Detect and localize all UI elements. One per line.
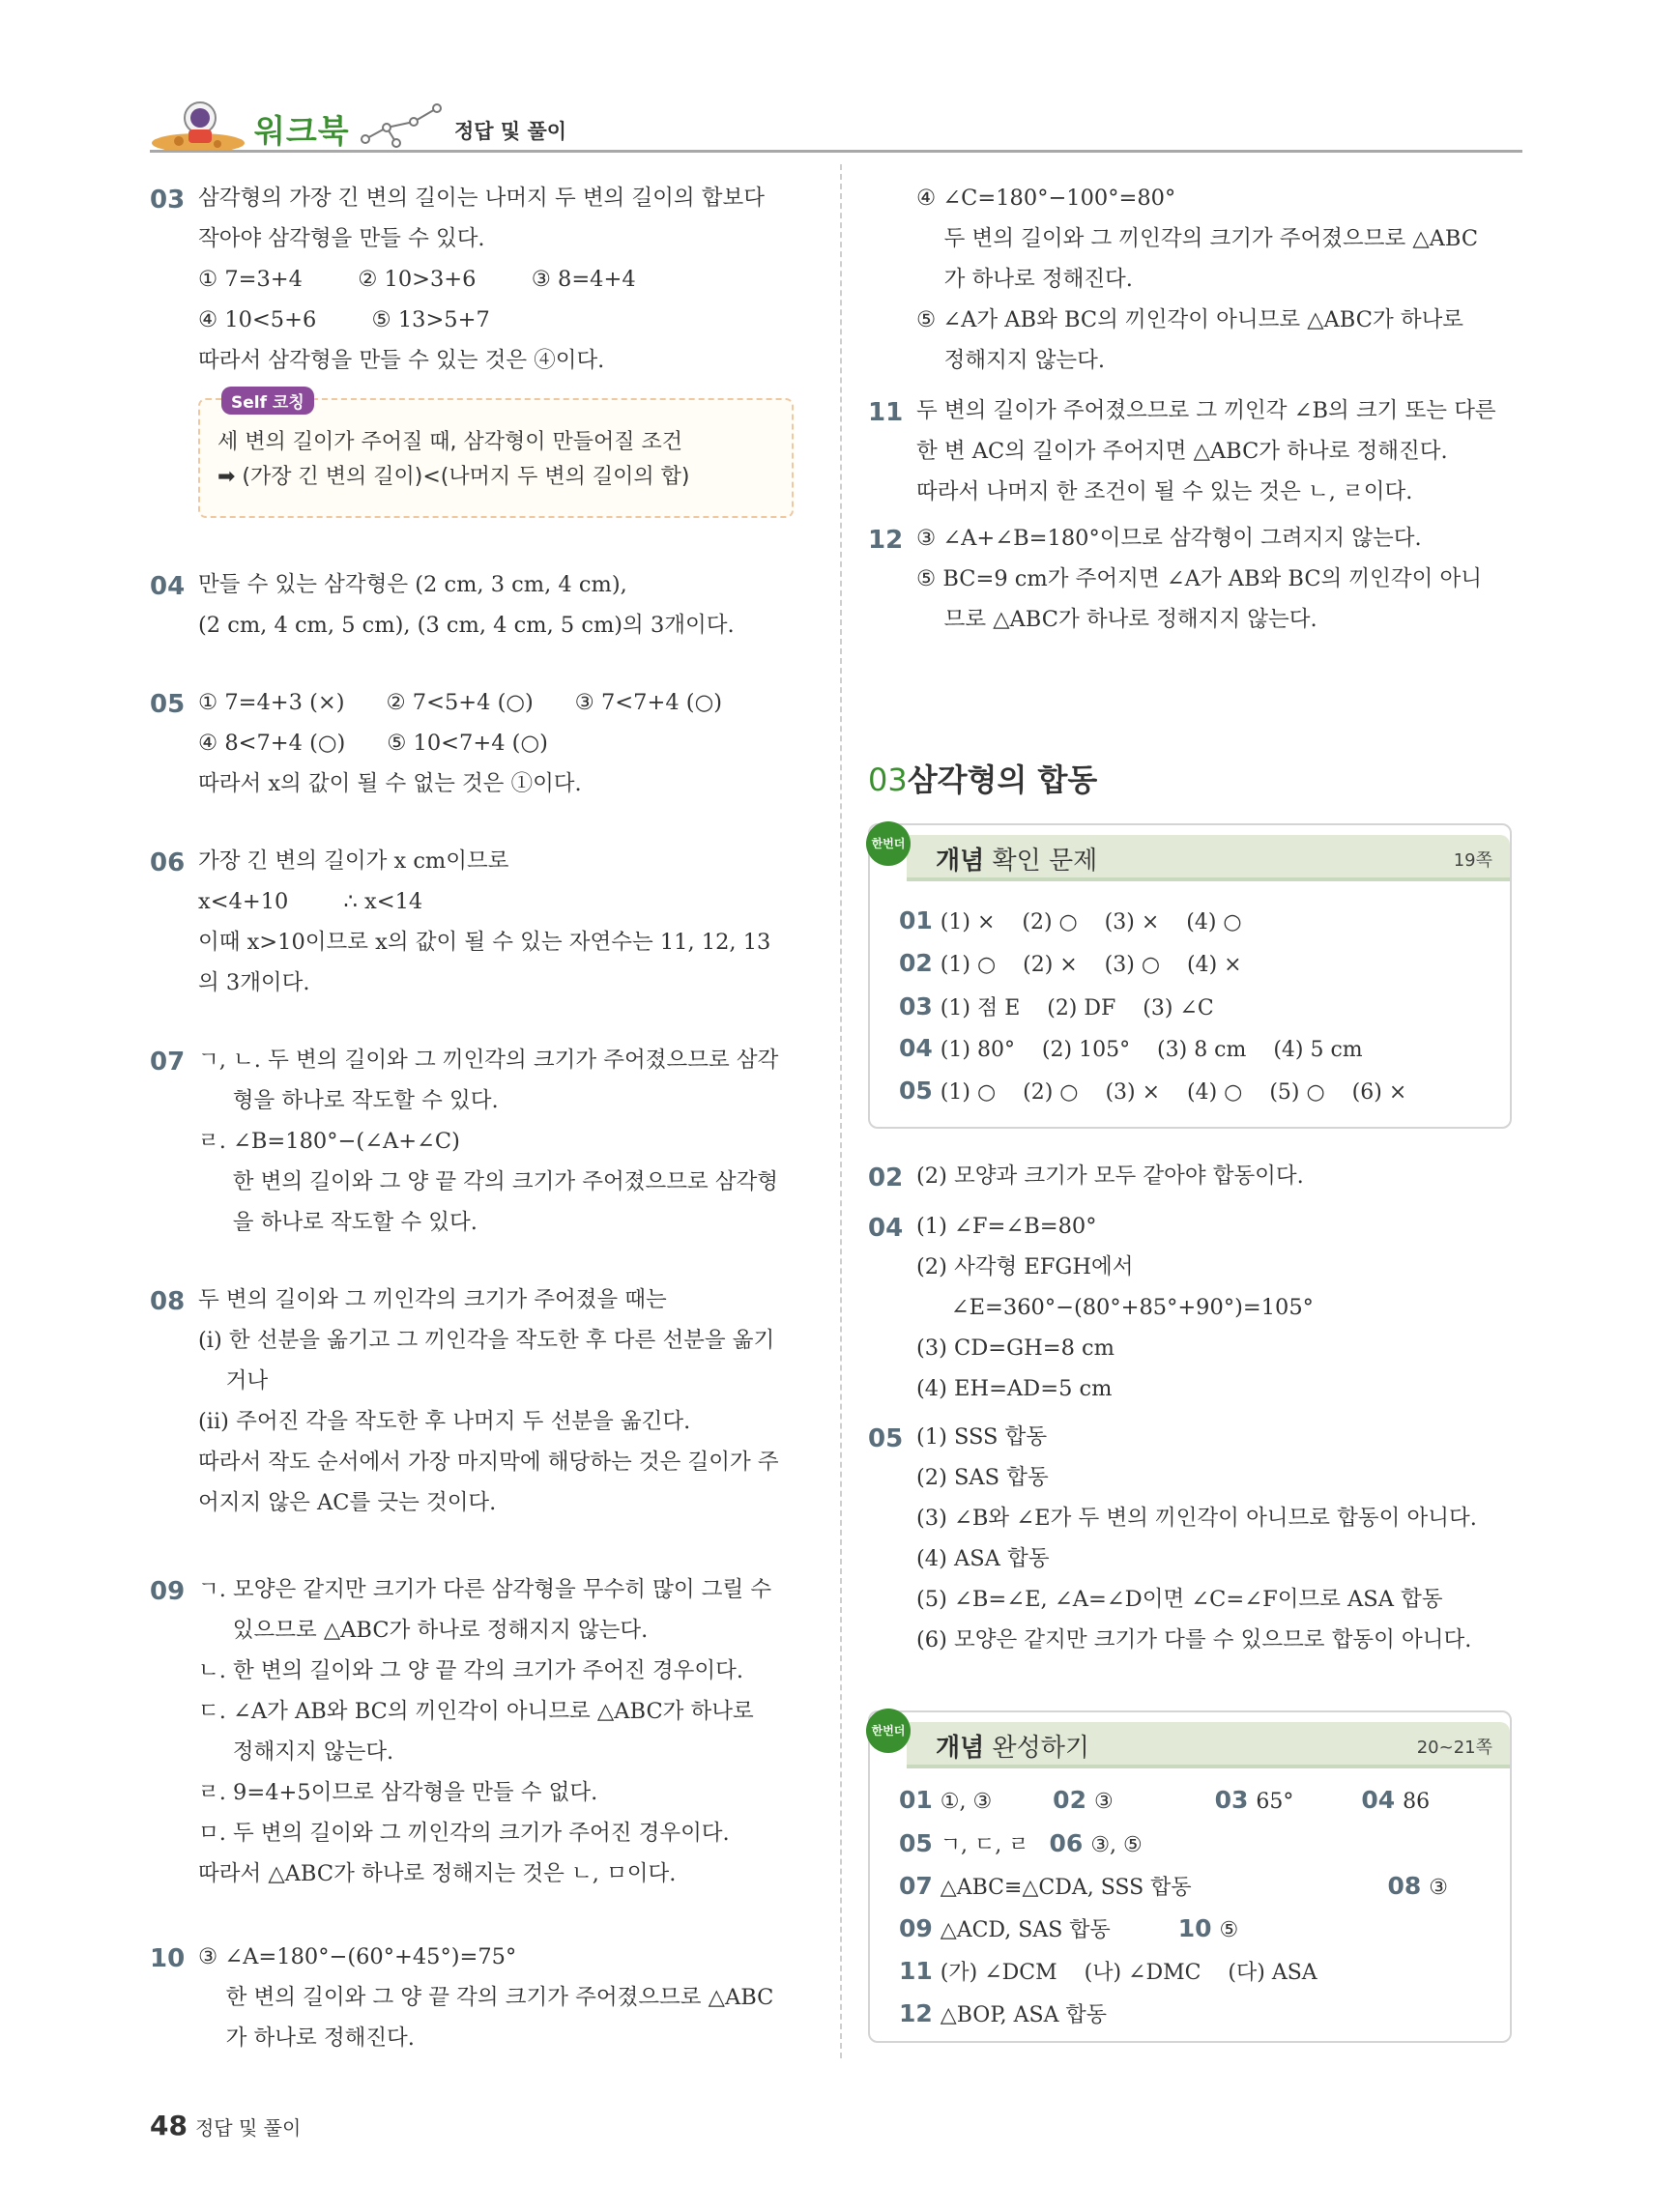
solution-line: 가장 긴 변의 길이가 x cm이므로 <box>198 848 509 874</box>
solution-line: (6) 모양은 같지만 크기가 다를 수 있으므로 합동이 아니다. <box>916 1627 1472 1652</box>
solution-line: 을 하나로 작도할 수 있다. <box>198 1210 478 1235</box>
answer-row: 01 ①, ③ 02 ③ 03 65° 04 86 <box>899 1786 1431 1814</box>
problem-number: 09 <box>150 1577 186 1606</box>
solution-line: (1) SSS 합동 <box>916 1424 1048 1450</box>
problem-number: 05 <box>150 690 186 719</box>
solution-line: 두 변의 길이와 그 끼인각의 크기가 주어졌을 때는 <box>198 1287 667 1312</box>
answer-row: 03 (1) 점 E (2) DF (3) ∠C <box>899 992 1214 1020</box>
solution-line: ㄱ, ㄴ. 두 변의 길이와 그 끼인각의 크기가 주어졌으므로 삼각 <box>198 1048 779 1073</box>
concept-check-box <box>868 823 1512 1129</box>
solution-line: (2) SAS 합동 <box>916 1465 1049 1490</box>
page-footer <box>150 2110 301 2141</box>
footer-label: 정답 및 풀이 <box>194 2116 302 2140</box>
solution-line: 한 변의 길이와 그 양 끝 각의 크기가 주어졌으므로 삼각형 <box>198 1169 779 1194</box>
solution-line: 만들 수 있는 삼각형은 (2 cm, 3 cm, 4 cm), <box>198 572 627 597</box>
solution-line: (2) 모양과 크기가 모두 같아야 합동이다. <box>916 1163 1304 1189</box>
solution-line: 어지지 않은 AC를 긋는 것이다. <box>198 1490 497 1515</box>
problem-number: 06 <box>150 848 186 877</box>
solution-line: 작아야 삼각형을 만들 수 있다. <box>198 226 485 251</box>
solution-line: ⑤ BC=9 cm가 주어지면 ∠A가 AB와 BC의 끼인각이 아니 <box>916 566 1483 591</box>
section-name: 삼각형의 합동 <box>907 761 1098 798</box>
concept-complete-box <box>868 1710 1512 2043</box>
problem-number: 07 <box>150 1048 186 1077</box>
solution-line: 있으므로 △ABC가 하나로 정해지지 않는다. <box>198 1618 649 1643</box>
box-title: 개념 완성하기 <box>936 1734 1089 1763</box>
page-reference: 19쪽 <box>1453 850 1492 871</box>
solution-line: (5) ∠B=∠E, ∠A=∠D이면 ∠C=∠F이므로 ASA 합동 <box>916 1587 1443 1612</box>
solution-line: (2) 사각형 EFGH에서 <box>916 1254 1134 1279</box>
solution-line: 따라서 나머지 한 조건이 될 수 있는 것은 ㄴ, ㄹ이다. <box>916 479 1413 504</box>
solution-line: ㄱ. 모양은 같지만 크기가 다른 삼각형을 무수히 많이 그릴 수 <box>198 1577 772 1602</box>
solution-line: x<4+10 ∴ x<14 <box>198 889 423 914</box>
solution-line: ④ ∠C=180°−100°=80° <box>916 186 1176 211</box>
page-header <box>150 93 1522 160</box>
solution-line: 한 변 AC의 길이가 주어지면 △ABC가 하나로 정해진다. <box>916 439 1448 464</box>
answer-row: 11 (가) ∠DCM (나) ∠DMC (다) ASA <box>899 1957 1317 1985</box>
solution-line: 이때 x>10이므로 x의 값이 될 수 있는 자연수는 11, 12, 13 <box>198 930 771 955</box>
answer-row: 07 △ABC≡△CDA, SSS 합동 08 ③ <box>899 1872 1448 1900</box>
solution-line: ③ ∠A=180°−(60°+45°)=75° <box>198 1944 517 1969</box>
self-coaching-box <box>198 393 794 518</box>
solution-line: 거나 <box>198 1368 269 1393</box>
solution-line: ④ 10<5+6 ⑤ 13>5+7 <box>198 307 490 332</box>
problem-number: 08 <box>150 1287 186 1316</box>
solution-line: 가 하나로 정해진다. <box>916 267 1133 292</box>
solution-line: 따라서 △ABC가 하나로 정해지는 것은 ㄴ, ㅁ이다. <box>198 1861 677 1886</box>
answer-row: 09 △ACD, SAS 합동 10 ⑤ <box>899 1914 1239 1942</box>
solution-line: 한 변의 길이와 그 양 끝 각의 크기가 주어졌으므로 △ABC <box>198 1985 774 2010</box>
solution-line: 두 변의 길이가 주어졌으므로 그 끼인각 ∠B의 크기 또는 다른 <box>916 398 1496 423</box>
problem-number: 04 <box>150 572 186 601</box>
solution-line: 따라서 x의 값이 될 수 없는 것은 ①이다. <box>198 771 582 796</box>
problem-number: 05 <box>868 1424 904 1453</box>
answer-row: 05 ㄱ, ㄷ, ㄹ 06 ③, ⑤ <box>899 1829 1143 1857</box>
problem-number: 11 <box>868 398 904 427</box>
column-divider <box>840 164 842 2058</box>
self-coaching-tag: Self 코칭 <box>221 387 314 415</box>
solution-line: (i) 한 선분을 옮기고 그 끼인각을 작도한 후 다른 선분을 옮기 <box>198 1328 775 1353</box>
solution-line: (2 cm, 4 cm, 5 cm), (3 cm, 4 cm, 5 cm)의 3개이다. <box>198 613 735 638</box>
page-reference: 20~21쪽 <box>1416 1738 1492 1758</box>
section-title <box>868 756 1097 800</box>
constellation-icon <box>358 101 449 149</box>
solution-line: ① 7=4+3 (×) ② 7<5+4 (○) ③ 7<7+4 (○) <box>198 690 722 715</box>
solution-line: ④ 8<7+4 (○) ⑤ 10<7+4 (○) <box>198 731 548 756</box>
solution-line: ㄴ. 한 변의 길이와 그 양 끝 각의 크기가 주어진 경우이다. <box>198 1658 743 1683</box>
solution-line: ⑤ ∠A가 AB와 BC의 끼인각이 아니므로 △ABC가 하나로 <box>916 307 1464 332</box>
box-title: 개념 확인 문제 <box>936 847 1098 876</box>
solution-line: 가 하나로 정해진다. <box>198 2025 415 2051</box>
section-number: 03 <box>868 761 908 798</box>
workbook-title: 워크북 <box>254 112 350 150</box>
coaching-line: ➡ (가장 긴 변의 길이)<(나머지 두 변의 길이의 합) <box>217 465 690 489</box>
solution-line: 의 3개이다. <box>198 970 310 995</box>
solution-line: 정해지지 않는다. <box>198 1739 394 1765</box>
solution-line: (4) ASA 합동 <box>916 1546 1050 1571</box>
solution-line: 따라서 작도 순서에서 가장 마지막에 해당하는 것은 길이가 주 <box>198 1450 779 1475</box>
solution-line: 므로 △ABC가 하나로 정해지지 않는다. <box>916 607 1317 632</box>
box-header <box>907 1722 1510 1768</box>
answer-row: 05 (1) ○ (2) ○ (3) × (4) ○ (5) ○ (6) × <box>899 1077 1407 1105</box>
answer-row: 02 (1) ○ (2) × (3) ○ (4) × <box>899 949 1242 977</box>
solution-line: 따라서 삼각형을 만들 수 있는 것은 ④이다. <box>198 348 605 373</box>
header-rule <box>150 150 1522 153</box>
solution-line: (3) ∠B와 ∠E가 두 변의 끼인각이 아니므로 합동이 아니다. <box>916 1506 1477 1531</box>
solution-line: ① 7=3+4 ② 10>3+6 ③ 8=4+4 <box>198 267 636 292</box>
answer-row: 04 (1) 80° (2) 105° (3) 8 cm (4) 5 cm <box>899 1034 1363 1062</box>
coaching-line: 세 변의 길이가 주어질 때, 삼각형이 만들어질 조건 <box>217 430 682 454</box>
solution-line: 정해지지 않는다. <box>916 348 1106 373</box>
solution-line: (ii) 주어진 각을 작도한 후 나머지 두 선분을 옮긴다. <box>198 1409 691 1434</box>
solution-line: ③ ∠A+∠B=180°이므로 삼각형이 그려지지 않는다. <box>916 526 1422 551</box>
answer-row: 01 (1) × (2) ○ (3) × (4) ○ <box>899 906 1242 934</box>
solution-line: ∠E=360°−(80°+85°+90°)=105° <box>916 1295 1314 1320</box>
solution-line: 두 변의 길이와 그 끼인각의 크기가 주어졌으므로 △ABC <box>916 226 1479 251</box>
page-number: 48 <box>150 2110 188 2141</box>
problem-number: 12 <box>868 526 904 555</box>
solution-line: (3) CD=GH=8 cm <box>916 1336 1115 1361</box>
solution-line: (4) EH=AD=5 cm <box>916 1376 1113 1401</box>
problem-number: 03 <box>150 186 186 215</box>
astronaut-mascot-icon <box>150 93 246 153</box>
solution-line: 삼각형의 가장 긴 변의 길이는 나머지 두 변의 길이의 합보다 <box>198 186 766 211</box>
badge: 한번더 <box>866 821 911 866</box>
header-subtitle: 정답 및 풀이 <box>454 120 567 143</box>
solution-line: ㄷ. ∠A가 AB와 BC의 끼인각이 아니므로 △ABC가 하나로 <box>198 1699 754 1724</box>
problem-number: 02 <box>868 1163 904 1192</box>
solution-line: ㅁ. 두 변의 길이와 그 끼인각의 크기가 주어진 경우이다. <box>198 1821 730 1846</box>
problem-number: 04 <box>868 1214 904 1243</box>
box-header <box>907 835 1510 881</box>
badge: 한번더 <box>866 1709 911 1753</box>
problem-number: 10 <box>150 1944 186 1973</box>
solution-line: ㄹ. 9=4+5이므로 삼각형을 만들 수 없다. <box>198 1780 598 1805</box>
solution-line: (1) ∠F=∠B=80° <box>916 1214 1097 1239</box>
answer-row: 12 △BOP, ASA 합동 <box>899 1999 1108 2027</box>
solution-line: ㄹ. ∠B=180°−(∠A+∠C) <box>198 1129 460 1154</box>
solution-line: 형을 하나로 작도할 수 있다. <box>198 1088 499 1113</box>
